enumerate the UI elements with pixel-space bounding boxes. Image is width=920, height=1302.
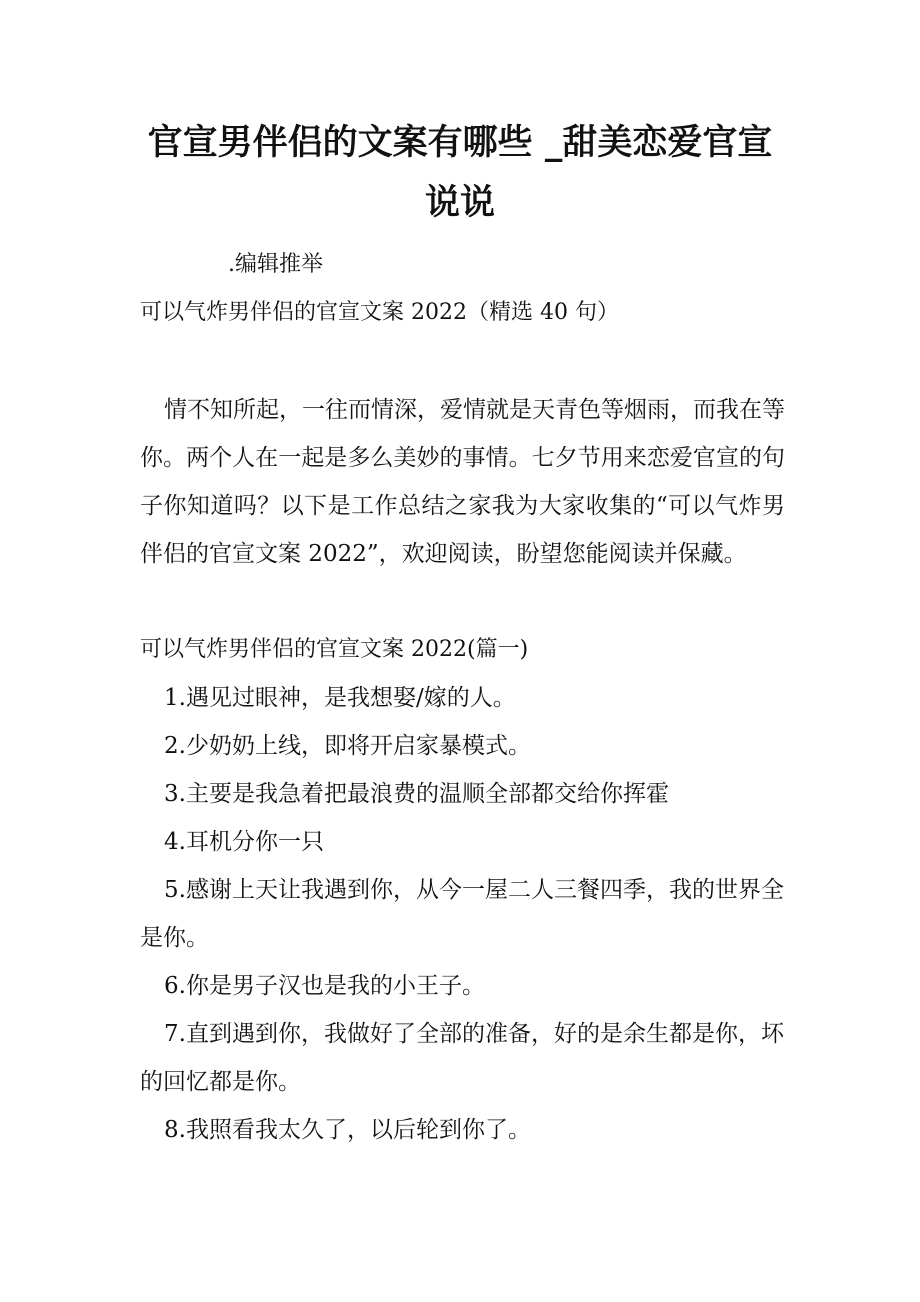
section-heading: 可以气炸男伴侣的官宣文案 2022(篇一) [140,637,529,662]
edit-note: .编辑推举 [228,252,323,277]
list-item: 1.遇见过眼神，是我想娶/嫁的人。 [164,685,516,711]
list-item: 5.感谢上天让我遇到你，从今一屋二人三餐四季，我的世界全是你。 [140,877,784,951]
list-item: 7.直到遇到你，我做好了全部的准备，好的是余生都是你，坏的回忆都是你。 [140,1021,784,1095]
intro-paragraph: 情不知所起，一往而情深，爱情就是天青色等烟雨，而我在等你。两个人在一起是多么美妙的事情。七夕节用来恋爱官宣的句子你知道吗？以下是工作总结之家我为大家收集的“可以气炸男伴侣的官宣文案 2022”，欢迎阅读，盼望您能阅读并保藏。 [140,397,785,567]
title-line-2: 说说 [424,183,495,223]
document-title [140,113,780,233]
list-item: 6.你是男子汉也是我的小王子。 [164,973,485,999]
list-item: 3.主要是我急着把最浪费的温顺全部都交给你挥霍 [164,781,669,807]
list-item: 4.耳机分你一只 [164,829,324,855]
title-line-1: 官宣男伴侣的文案有哪些 _甜美恋爱官宣 [147,123,773,163]
subtitle: 可以气炸男伴侣的官宣文案 2022（精选 40 句） [140,300,619,325]
list-item: 8.我照看我太久了，以后轮到你了。 [164,1117,531,1143]
list-item: 2.少奶奶上线，即将开启家暴模式。 [164,733,531,759]
